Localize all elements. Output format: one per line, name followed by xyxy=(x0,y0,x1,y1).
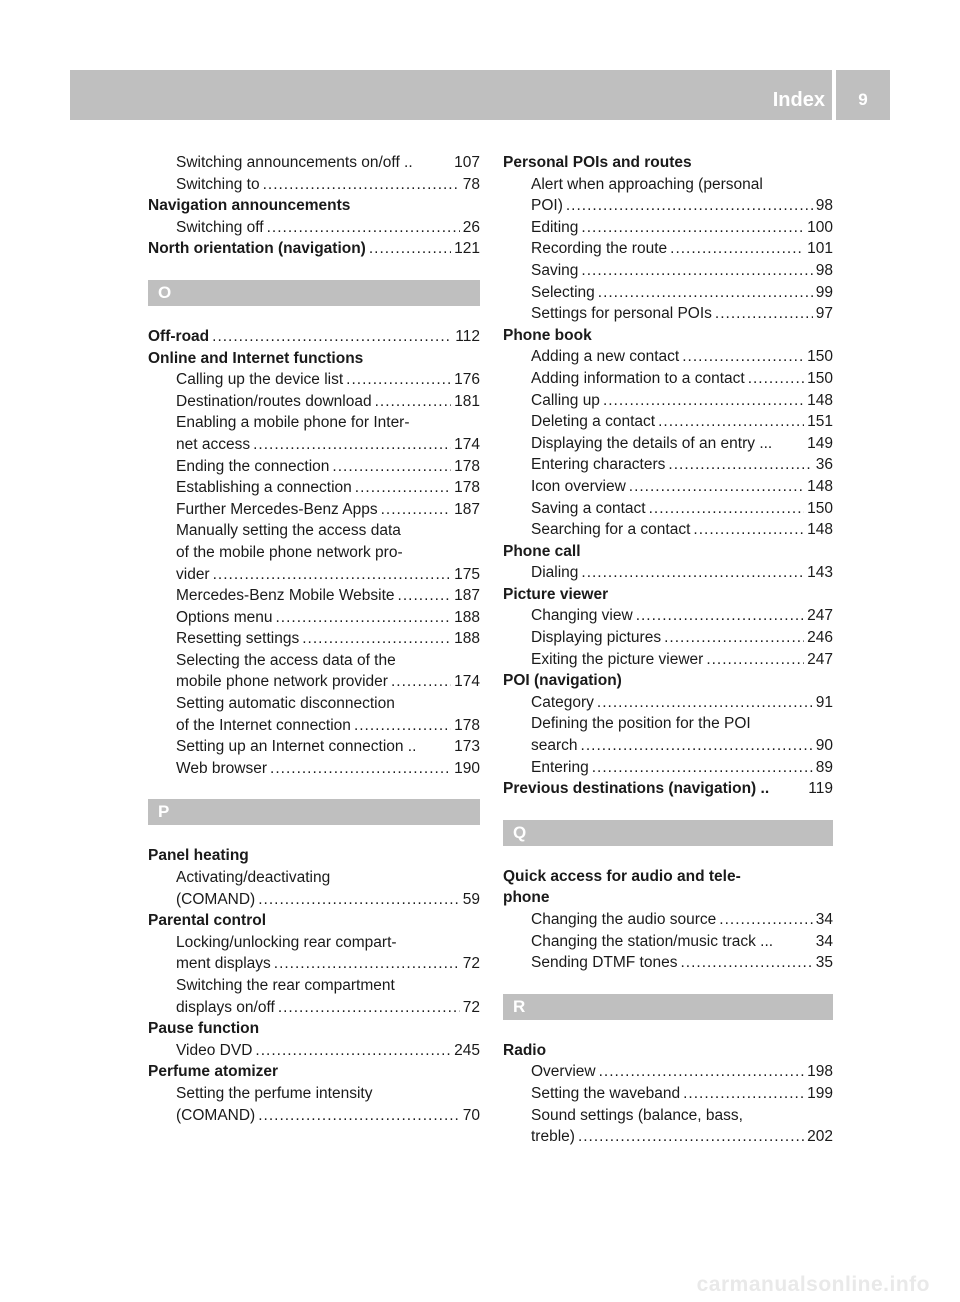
index-heading: Parental control xyxy=(148,912,266,930)
section-header-r: R xyxy=(503,994,833,1020)
index-entry: Adding information to a contact ..... 150 xyxy=(503,368,833,390)
index-entry: Deleting a contact ..... 151 xyxy=(503,411,833,433)
index-entry: displays on/off ..... 72 xyxy=(148,997,480,1019)
index-entry: Entering ..... 89 xyxy=(503,757,833,779)
index-entry: (COMAND) ..... 70 xyxy=(148,1105,480,1127)
index-entry: Adding a new contact ..... 150 xyxy=(503,346,833,368)
index-entry-line: Setting the perfume intensity xyxy=(176,1084,373,1102)
index-heading: Phone call xyxy=(503,542,581,560)
index-heading: Phone book xyxy=(503,326,592,344)
index-heading: Quick access for audio and tele- xyxy=(503,867,741,885)
index-entry: Ending the connection ..... 178 xyxy=(148,456,480,478)
index-entry-line: Activating/deactivating xyxy=(176,869,331,887)
index-entry-line: Manually setting the access data xyxy=(176,522,401,540)
index-entry-line: Alert when approaching (personal xyxy=(531,175,763,193)
section-header-o: O xyxy=(148,280,480,306)
index-entry: Displaying pictures ..... 246 xyxy=(503,627,833,649)
index-entry: Icon overview ..... 148 xyxy=(503,476,833,498)
index-column-right xyxy=(503,152,833,1148)
index-heading-entry: Previous destinations (navigation) .. 119 xyxy=(503,780,833,798)
index-entry: search ..... 90 xyxy=(503,735,833,757)
index-entry: Resetting settings ..... 188 xyxy=(148,628,480,650)
index-heading-entry: North orientation (navigation) ..... 121 xyxy=(148,238,480,260)
index-entry: Saving a contact ..... 150 xyxy=(503,498,833,520)
index-entry: Switching off ..... 26 xyxy=(148,217,480,239)
index-entry: Calling up ..... 148 xyxy=(503,390,833,412)
index-entry-line: Defining the position for the POI xyxy=(531,715,751,733)
index-entry: Displaying the details of an entry ... 149 xyxy=(531,434,833,452)
section-header-p: P xyxy=(148,799,480,825)
index-entry: Setting the waveband ..... 199 xyxy=(503,1083,833,1105)
index-entry-line: Setting automatic disconnection xyxy=(176,695,395,713)
index-entry-line: Locking/unlocking rear compart- xyxy=(176,933,397,951)
index-entry-line: Sound settings (balance, bass, xyxy=(531,1106,743,1124)
index-entry: Mercedes-Benz Mobile Website ..... 187 xyxy=(148,585,480,607)
section-header-q: Q xyxy=(503,820,833,846)
index-entry: mobile phone network provider ..... 174 xyxy=(148,671,480,693)
index-entry-line: of the mobile phone network pro- xyxy=(176,543,403,561)
index-entry: Video DVD ..... 245 xyxy=(148,1040,480,1062)
index-entry: Category ..... 91 xyxy=(503,692,833,714)
index-heading-entry: Off-road ..... 112 xyxy=(148,326,480,348)
index-entry: (COMAND) ..... 59 xyxy=(148,889,480,911)
header-bar xyxy=(70,70,832,120)
index-heading: Personal POIs and routes xyxy=(503,154,692,171)
footer xyxy=(0,1265,960,1302)
index-entry: Calling up the device list ..... 176 xyxy=(148,369,480,391)
index-entry: Switching announcements on/off .. 107 xyxy=(176,154,480,171)
index-entry: vider ..... 175 xyxy=(148,564,480,586)
index-entry: Dialing ..... 143 xyxy=(503,562,833,584)
index-heading: Radio xyxy=(503,1041,547,1059)
index-entry: Editing ..... 100 xyxy=(503,217,833,239)
index-entry-line: Switching the rear compartment xyxy=(176,977,395,994)
index-heading: phone xyxy=(503,889,550,907)
index-entry-line: Selecting the access data of the xyxy=(176,651,396,669)
index-heading: Perfume atomizer xyxy=(148,1063,279,1081)
index-entry: Options menu ..... 188 xyxy=(148,607,480,629)
index-entry: Entering characters ..... 36 xyxy=(503,454,833,476)
index-heading: Panel heating xyxy=(148,847,249,865)
index-heading: Online and Internet functions xyxy=(148,349,364,367)
index-entry: Settings for personal POIs ..... 97 xyxy=(503,303,833,325)
index-entry: Saving ..... 98 xyxy=(503,260,833,282)
index-entry: Setting up an Internet connection .. 173 xyxy=(176,738,480,756)
index-entry: Changing the station/music track ... 34 xyxy=(531,932,833,950)
index-entry: Recording the route ..... 101 xyxy=(503,238,833,260)
index-entry: Web browser ..... 190 xyxy=(148,758,480,780)
index-entry: Overview ..... 198 xyxy=(503,1061,833,1083)
index-entry: net access ..... 174 xyxy=(148,434,480,456)
index-entry: Selecting ..... 99 xyxy=(503,282,833,304)
header-title: Index xyxy=(772,89,825,111)
index-entry: treble) ..... 202 xyxy=(503,1126,833,1148)
index-entry: Sending DTMF tones ..... 35 xyxy=(503,952,833,974)
index-entry: ment displays ..... 72 xyxy=(148,953,480,975)
index-entry: Searching for a contact ..... 148 xyxy=(503,519,833,541)
index-entry: Destination/routes download ..... 181 xyxy=(148,391,480,413)
index-column-left xyxy=(148,152,480,1126)
page-number: 9 xyxy=(836,70,890,120)
index-heading: Navigation announcements xyxy=(148,197,351,215)
index-entry: Changing the audio source ..... 34 xyxy=(503,909,833,931)
index-entry-line: Enabling a mobile phone for Inter- xyxy=(176,414,410,432)
watermark-text[interactable]: carmanualsonline.info xyxy=(696,1273,930,1296)
index-entry: of the Internet connection ..... 178 xyxy=(148,715,480,737)
index-entry: Exiting the picture viewer ..... 247 xyxy=(503,649,833,671)
index-entry: Changing view ..... 247 xyxy=(503,605,833,627)
index-heading: Picture viewer xyxy=(503,585,609,603)
index-entry: Further Mercedes-Benz Apps ..... 187 xyxy=(148,499,480,521)
index-entry: Switching to ..... 78 xyxy=(148,174,480,196)
index-heading: Pause function xyxy=(148,1020,260,1038)
index-entry: Establishing a connection ..... 178 xyxy=(148,477,480,499)
index-heading: POI (navigation) xyxy=(503,672,622,690)
index-entry: POI) ..... 98 xyxy=(503,195,833,217)
